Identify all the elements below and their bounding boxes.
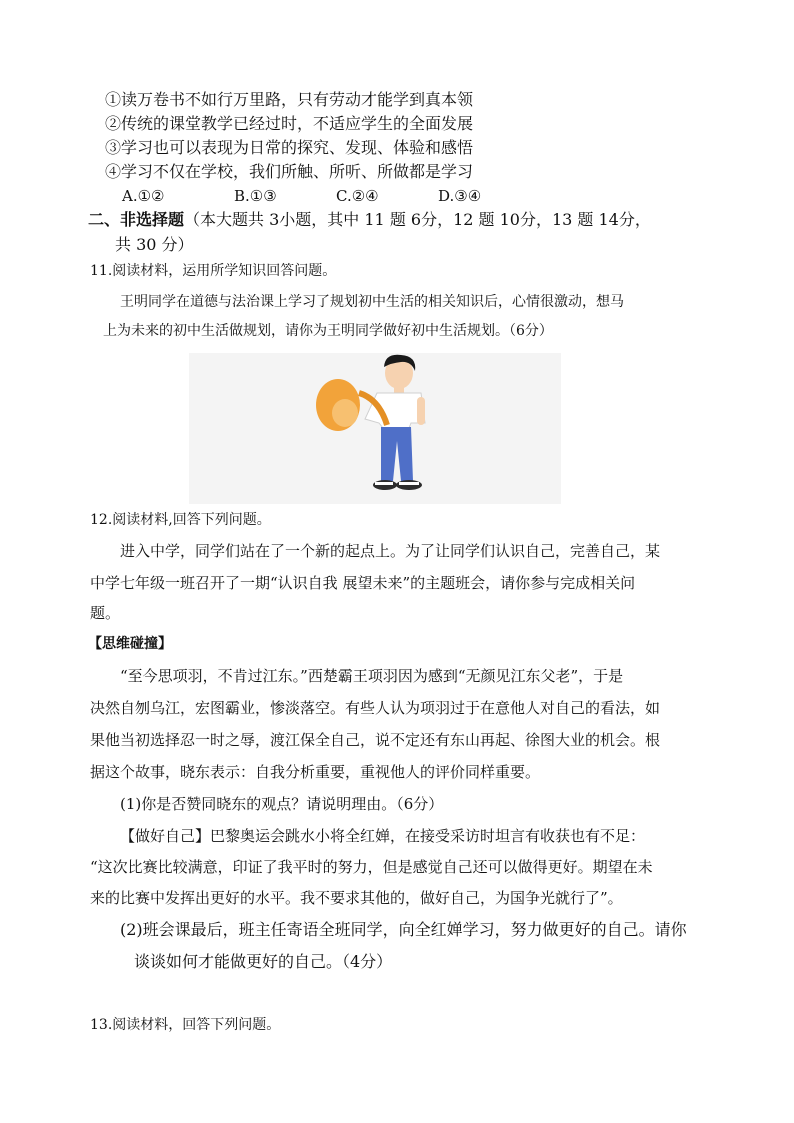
q12-quote-line-2: 来的比赛中发挥出更好的水平。我不要求其他的，做好自己，为国争光就行了”。: [90, 889, 623, 907]
section-description-cont: 共 30 分）: [115, 235, 194, 254]
q12-quote-line-1: “这次比赛比较满意，印证了我平时的努力，但是感觉自己还可以做得更好。期望在未: [90, 858, 653, 876]
q13-title: 13.阅读材料，回答下列问题。: [90, 1017, 281, 1033]
left-shoe-sole: [375, 482, 393, 485]
q12-section-be-yourself: 【做好自己】巴黎奥运会跳水小将全红婵，在接受采访时坦言有收获也有不足：: [120, 827, 646, 845]
choice-statement-4: ④学习不仅在学校，我们所触、所听、所做都是学习: [105, 162, 474, 181]
student-pants: [381, 427, 413, 481]
q12-intro-line-2: 中学七年级一班召开了一期“认识自我 展望未来”的主题班会，请你参与完成相关问: [90, 574, 636, 592]
q12-story-line-1: “至今思项羽，不肯过江东。”西楚霸王项羽因为感到“无颜见江东父老”，于是: [120, 667, 624, 685]
option-a: A.①②: [122, 187, 165, 205]
q11-title: 11.阅读材料，运用所学知识回答问题。: [90, 263, 337, 279]
q12-subquestion-1: (1)你是否赞同晓东的观点？请说明理由。（6分）: [120, 795, 444, 813]
option-d: D.③④: [438, 187, 482, 205]
q11-material-line-2: 上为未来的初中生活做规划，请你为王明同学做好初中生活规划。（6分）: [103, 323, 553, 339]
choice-statement-3: ③学习也可以表现为日常的探究、发现、体验和感悟: [105, 138, 474, 157]
q12-story-line-4: 据这个故事，晓东表示：自我分析重要，重视他人的评价同样重要。: [90, 763, 541, 781]
option-b: B.①③: [234, 187, 277, 205]
backpack-pocket: [332, 399, 358, 427]
choice-statement-1: ①读万卷书不如行万里路，只有劳动才能学到真本领: [105, 90, 474, 109]
q12-story-line-3: 果他当初选择忍一时之辱，渡江保全自己，说不定还有东山再起、徐图大业的机会。根: [90, 731, 661, 749]
q12-intro-line-1: 进入中学，同学们站在了一个新的起点上。为了让同学们认识自己，完善自己，某: [120, 542, 661, 560]
right-shoe-sole: [399, 482, 419, 485]
q12-intro-line-3: 题。: [90, 604, 121, 622]
choice-statement-2: ②传统的课堂教学已经过时，不适应学生的全面发展: [105, 114, 474, 133]
q12-title: 12.阅读材料,回答下列问题。: [90, 512, 271, 528]
option-c: C.②④: [336, 187, 379, 205]
student-neck: [394, 387, 404, 393]
q12-section-thinking: 【思维碰撞】: [88, 636, 172, 652]
q12-subquestion-2: (2)班会课最后，班主任寄语全班同学，向全红婵学习，努力做更好的自己。请你: [120, 920, 687, 939]
student-arm: [417, 397, 425, 425]
answer-options: [122, 189, 481, 204]
q12-story-line-2: 决然自刎乌江，宏图霸业，惨淡落空。有些人认为项羽过于在意他人对自己的看法，如: [90, 699, 661, 717]
section-heading: [88, 212, 651, 228]
section-title: 二、非选择题: [88, 210, 185, 229]
section-description: （本大题共 3小题，其中 11 题 6分，12 题 10分，13 题 14分，: [184, 210, 651, 229]
student-figure: [189, 353, 561, 504]
q11-material-line-1: 王明同学在道德与法治课上学习了规划初中生活的相关知识后，心情很激动，想马: [120, 294, 624, 310]
student-illustration: [189, 353, 561, 504]
q12-subquestion-2-cont: 谈谈如何才能做更好的自己。（4分）: [134, 952, 393, 971]
